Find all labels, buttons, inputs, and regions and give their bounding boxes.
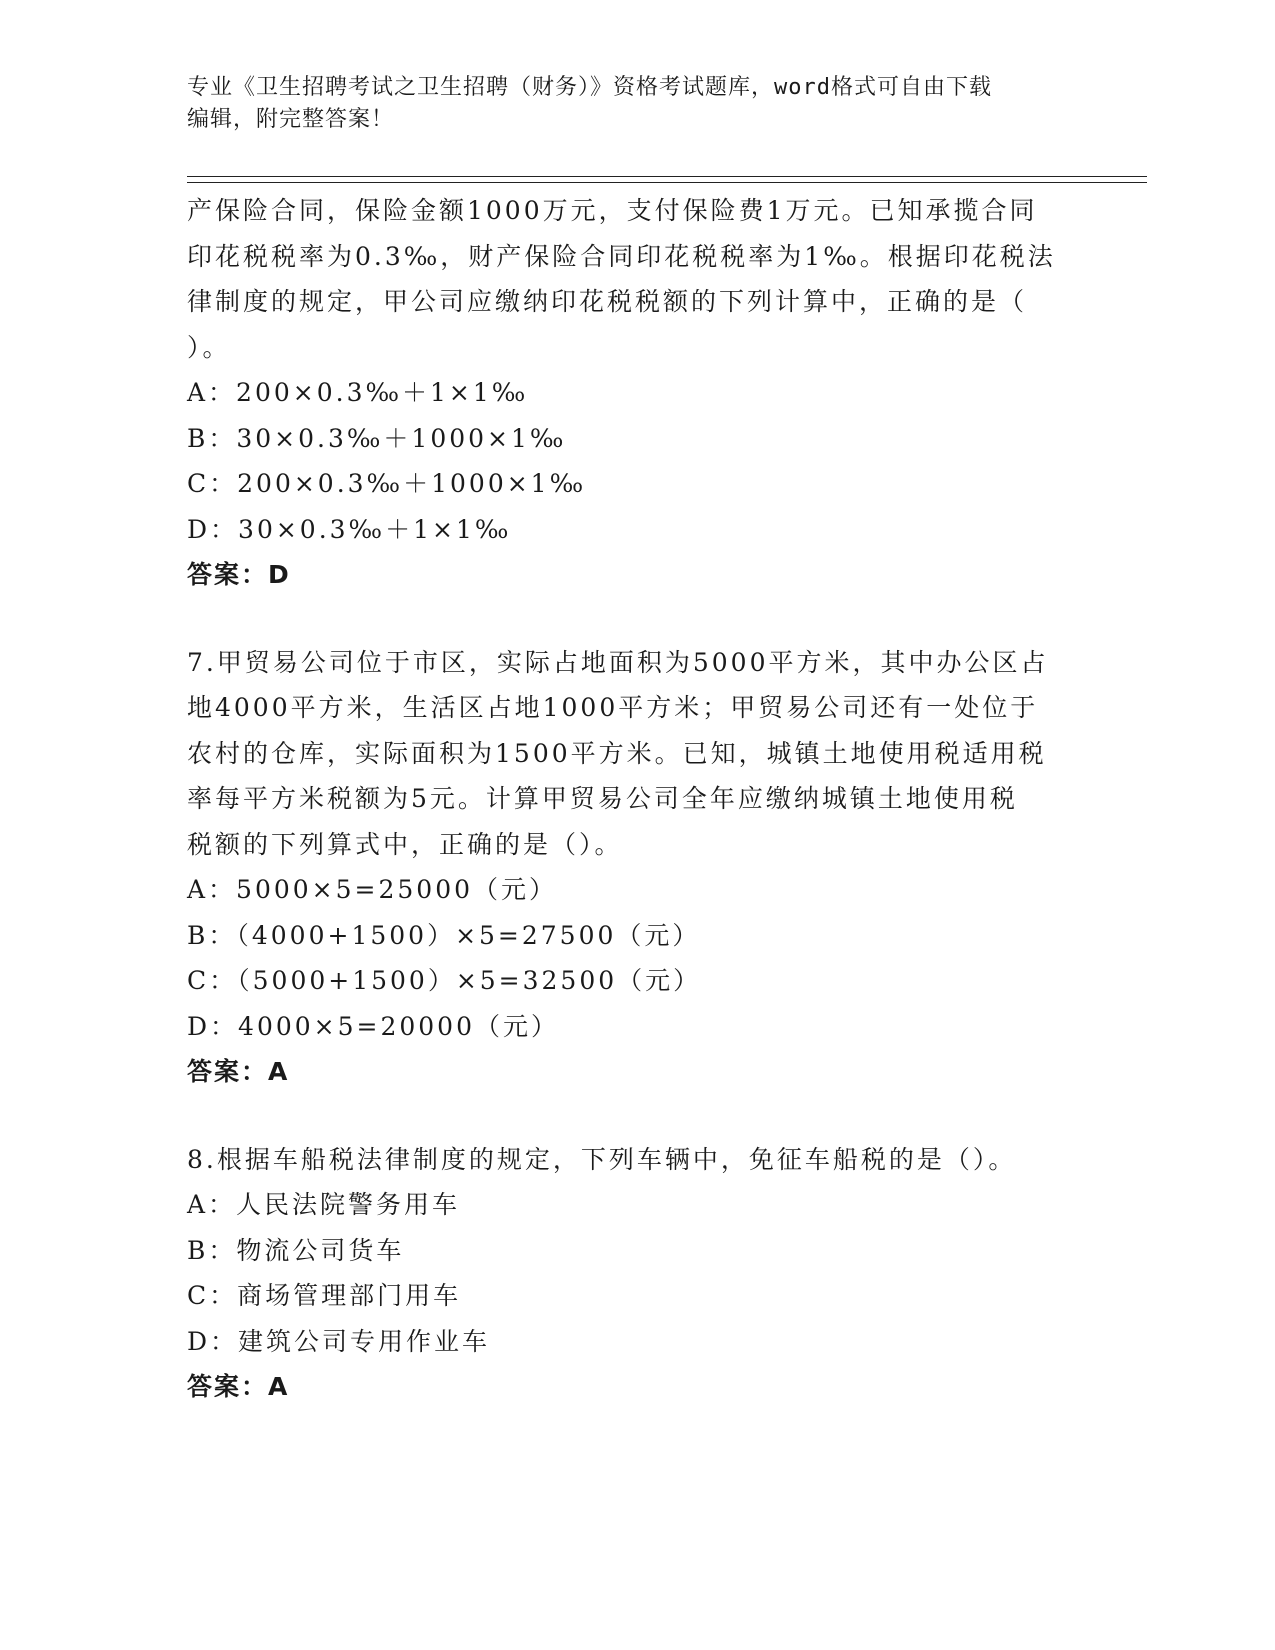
question-gap <box>187 1095 1087 1137</box>
question-7 <box>187 640 1087 1095</box>
option-b: B：30×0.3‰＋1000×1‰ <box>187 423 567 453</box>
option-d: D：4000×5=20000（元） <box>187 1011 559 1041</box>
option-a: A：人民法院警务用车 <box>187 1190 461 1219</box>
question-stem-line: 8.根据车船税法律制度的规定，下列车辆中，免征车船税的是（）。 <box>187 1144 1017 1174</box>
question-stem-line: 地4000平方米，生活区占地1000平方米；甲贸易公司还有一处位于 <box>187 693 1039 722</box>
option-b: B：物流公司货车 <box>187 1235 405 1265</box>
option-b: B：（4000+1500）×5=27500（元） <box>187 920 701 950</box>
document-header <box>187 72 1087 136</box>
question-stem-line: 印花税税率为0.3‰，财产保险合同印花税税率为1‰。根据印花税法 <box>187 241 1056 271</box>
question-stem-line: 农村的仓库，实际面积为1500平方米。已知，城镇土地使用税适用税 <box>187 738 1047 768</box>
question-stem-line: 律制度的规定，甲公司应缴纳印花税税额的下列计算中，正确的是（ <box>187 287 1028 316</box>
answer-label: 答案：D <box>187 560 291 589</box>
option-d: D：30×0.3‰＋1×1‰ <box>187 514 512 544</box>
question-6 <box>187 188 1087 598</box>
header-line-2: 编辑，附完整答案！ <box>187 107 395 132</box>
question-content <box>187 188 1087 1410</box>
answer-label: 答案：A <box>187 1372 290 1401</box>
question-8 <box>187 1137 1087 1410</box>
option-d: D：建筑公司专用作业车 <box>187 1326 491 1356</box>
option-c: C：200×0.3‰＋1000×1‰ <box>187 469 587 498</box>
question-stem-line: 7.甲贸易公司位于市区，实际占地面积为5000平方米，其中办公区占 <box>187 647 1049 677</box>
question-stem-line: ）。 <box>187 332 231 362</box>
header-divider-bottom <box>187 182 1147 183</box>
header-divider-top <box>187 176 1147 177</box>
header-line-1: 专业《卫生招聘考试之卫生招聘（财务）》资格考试题库，word格式可自由下载 <box>187 75 992 100</box>
option-a: A：5000×5=25000（元） <box>187 875 558 904</box>
answer-label: 答案：A <box>187 1057 290 1086</box>
question-gap <box>187 598 1087 640</box>
question-stem-line: 税额的下列算式中，正确的是（）。 <box>187 829 623 859</box>
option-c: C：（5000+1500）×5=32500（元） <box>187 966 702 995</box>
question-stem-line: 产保险合同，保险金额1000万元，支付保险费1万元。已知承揽合同 <box>187 196 1038 225</box>
question-stem-line: 率每平方米税额为5元。计算甲贸易公司全年应缴纳城镇土地使用税 <box>187 784 1018 813</box>
option-c: C：商场管理部门用车 <box>187 1281 462 1310</box>
option-a: A：200×0.3‰＋1×1‰ <box>187 378 529 407</box>
